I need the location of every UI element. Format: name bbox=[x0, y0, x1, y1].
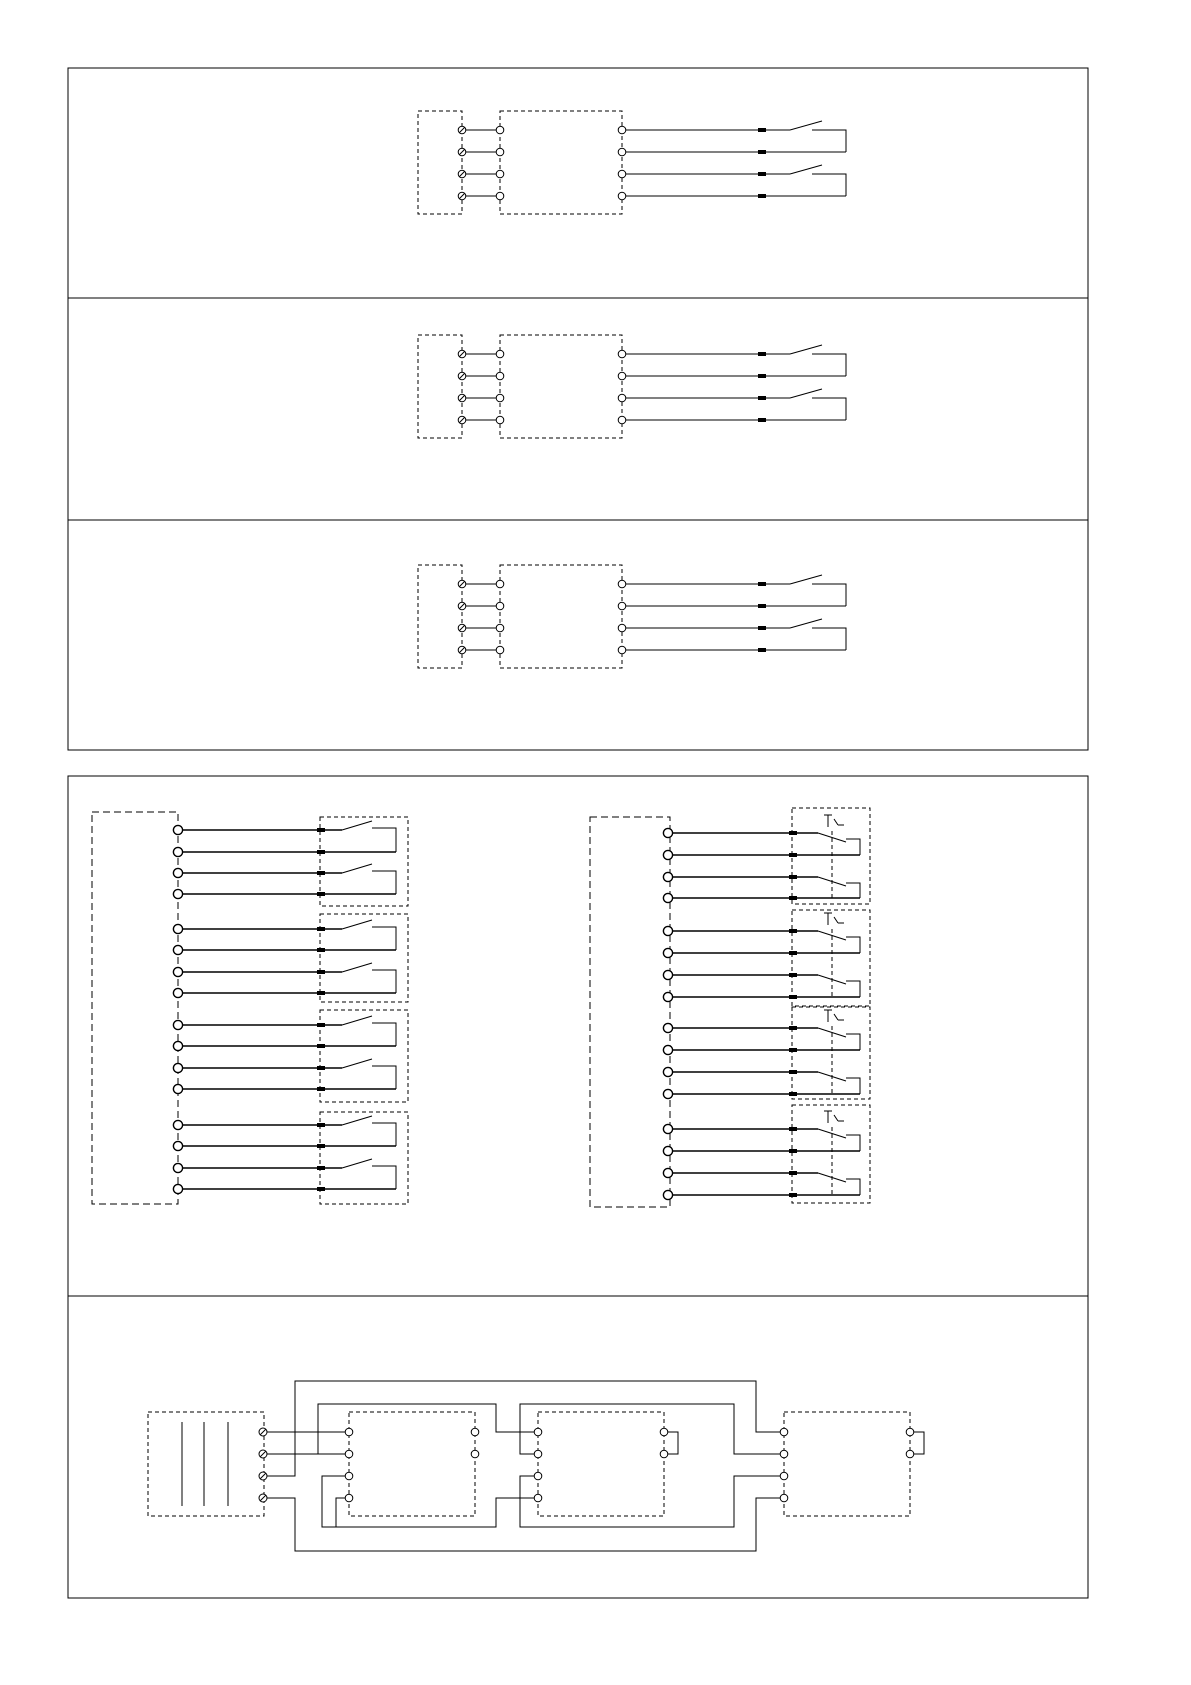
contact-switch bbox=[818, 833, 860, 855]
right-contact-group bbox=[590, 808, 870, 1207]
terminal bbox=[534, 1494, 542, 1502]
connector-block bbox=[789, 896, 797, 900]
terminal bbox=[663, 893, 672, 902]
connector-block bbox=[317, 927, 325, 931]
connector-block bbox=[317, 970, 325, 974]
contact-group-enclosure bbox=[792, 910, 870, 1006]
terminal bbox=[173, 889, 182, 898]
connector-block bbox=[789, 1026, 797, 1030]
terminal bbox=[496, 646, 504, 654]
contact-switch bbox=[342, 864, 396, 894]
connector-block bbox=[317, 1144, 325, 1148]
connector-block bbox=[789, 1193, 797, 1197]
terminal bbox=[618, 170, 626, 178]
contact-switch bbox=[790, 165, 846, 196]
terminal bbox=[496, 350, 504, 358]
terminal bbox=[173, 1041, 182, 1050]
terminal bbox=[173, 1120, 182, 1129]
switch-return bbox=[372, 1066, 396, 1089]
switch-blade bbox=[790, 121, 822, 130]
contact-switch bbox=[818, 1129, 860, 1151]
contact-switch bbox=[342, 1116, 396, 1146]
power-supply-enclosure bbox=[148, 1412, 264, 1516]
screw-terminal bbox=[458, 580, 466, 588]
terminal bbox=[618, 126, 626, 134]
terminal bbox=[663, 926, 672, 935]
upper-frame bbox=[68, 68, 1088, 750]
connector-block bbox=[789, 1149, 797, 1153]
wiring-panel-1 bbox=[418, 111, 846, 214]
switch-return bbox=[372, 927, 396, 950]
terminal bbox=[660, 1428, 668, 1436]
terminal bbox=[471, 1428, 479, 1436]
terminal bbox=[663, 1124, 672, 1133]
module-board bbox=[500, 335, 622, 438]
terminal bbox=[663, 1190, 672, 1199]
terminal bbox=[663, 1168, 672, 1177]
switch-return bbox=[846, 839, 860, 855]
screw-terminal bbox=[458, 350, 466, 358]
contact-switch bbox=[790, 575, 846, 606]
connector-block bbox=[789, 995, 797, 999]
terminal bbox=[173, 1141, 182, 1150]
terminal bbox=[496, 126, 504, 134]
switch-blade bbox=[342, 920, 372, 929]
screw-terminal bbox=[259, 1428, 267, 1436]
terminal bbox=[618, 394, 626, 402]
chained-module-2 bbox=[534, 1412, 678, 1516]
loop-link bbox=[914, 1432, 924, 1454]
connector-block bbox=[317, 871, 325, 875]
connector-block bbox=[758, 352, 766, 356]
connector-block bbox=[317, 1044, 325, 1048]
terminal bbox=[173, 1063, 182, 1072]
screw-terminal bbox=[458, 646, 466, 654]
connector-block bbox=[758, 194, 766, 198]
contact-switch bbox=[818, 877, 860, 898]
switch-return bbox=[812, 174, 846, 196]
connector-block bbox=[758, 396, 766, 400]
chain-wiring bbox=[267, 1381, 780, 1551]
switch-blade bbox=[790, 575, 822, 584]
switch-blade bbox=[342, 864, 372, 873]
wire bbox=[322, 1476, 534, 1527]
contact-switch bbox=[818, 975, 860, 997]
left-contact-group bbox=[92, 812, 408, 1204]
terminal bbox=[663, 992, 672, 1001]
switch-blade bbox=[342, 1116, 372, 1125]
contact-switch bbox=[342, 963, 396, 993]
switch-blade bbox=[790, 165, 822, 174]
terminal bbox=[345, 1428, 353, 1436]
connector-block bbox=[789, 1092, 797, 1096]
connector-block bbox=[758, 374, 766, 378]
contact-group-enclosure bbox=[320, 1112, 408, 1204]
terminal bbox=[663, 970, 672, 979]
screw-terminal bbox=[458, 394, 466, 402]
contact-switch bbox=[342, 920, 396, 950]
chained-module-3 bbox=[780, 1412, 924, 1516]
contact-group-enclosure bbox=[792, 808, 870, 904]
power-terminal-block bbox=[418, 111, 462, 214]
screw-terminal bbox=[458, 372, 466, 380]
terminal bbox=[345, 1472, 353, 1480]
tamper-switch-icon bbox=[824, 1010, 844, 1096]
module-enclosure bbox=[349, 1412, 475, 1516]
terminal bbox=[780, 1472, 788, 1480]
terminal bbox=[173, 1184, 182, 1193]
terminal bbox=[663, 872, 672, 881]
terminal bbox=[618, 192, 626, 200]
connector-block bbox=[317, 828, 325, 832]
terminal bbox=[496, 416, 504, 424]
terminal bbox=[173, 1163, 182, 1172]
terminal bbox=[173, 945, 182, 954]
tamper-switch-icon bbox=[824, 1111, 844, 1197]
connector-block bbox=[758, 128, 766, 132]
connector-block bbox=[317, 948, 325, 952]
module-board bbox=[500, 111, 622, 214]
switch-blade bbox=[790, 389, 822, 398]
switch-return bbox=[846, 1179, 860, 1195]
chained-module-1 bbox=[345, 1412, 479, 1516]
switch-return bbox=[372, 871, 396, 894]
switch-return bbox=[372, 970, 396, 993]
switch-return bbox=[812, 354, 846, 376]
connector-block bbox=[789, 831, 797, 835]
contact-switch bbox=[818, 931, 860, 953]
switch-blade bbox=[342, 821, 372, 830]
switch-return bbox=[846, 1078, 860, 1094]
connector-block bbox=[789, 1070, 797, 1074]
terminal bbox=[618, 602, 626, 610]
connector-block bbox=[789, 929, 797, 933]
connector-block bbox=[758, 626, 766, 630]
contact-switch bbox=[790, 345, 846, 376]
contact-switch bbox=[342, 1016, 396, 1046]
power-terminal-block bbox=[418, 335, 462, 438]
connector-block bbox=[758, 648, 766, 652]
screw-terminal bbox=[458, 170, 466, 178]
terminal bbox=[906, 1428, 914, 1436]
switch-blade bbox=[342, 1059, 372, 1068]
power-supply-block bbox=[148, 1412, 267, 1516]
terminal bbox=[618, 148, 626, 156]
loop-link bbox=[668, 1432, 678, 1454]
switch-return bbox=[812, 398, 846, 420]
terminal bbox=[618, 646, 626, 654]
switch-blade bbox=[342, 1159, 372, 1168]
contact-switch bbox=[790, 619, 846, 650]
contact-switch bbox=[818, 1173, 860, 1195]
terminal bbox=[780, 1450, 788, 1458]
terminal bbox=[663, 1146, 672, 1155]
switch-return bbox=[846, 937, 860, 953]
screw-terminal bbox=[259, 1494, 267, 1502]
screw-terminal bbox=[458, 192, 466, 200]
connector-block bbox=[758, 604, 766, 608]
control-panel-enclosure bbox=[590, 817, 670, 1207]
wiring-panel-5 bbox=[148, 1381, 924, 1551]
terminal bbox=[496, 170, 504, 178]
screw-terminal bbox=[259, 1450, 267, 1458]
screw-terminal bbox=[458, 416, 466, 424]
terminal bbox=[663, 828, 672, 837]
terminal bbox=[345, 1450, 353, 1458]
terminal bbox=[663, 1045, 672, 1054]
contact-switch bbox=[342, 1159, 396, 1189]
terminal bbox=[496, 580, 504, 588]
connector-block bbox=[789, 853, 797, 857]
contact-switch bbox=[790, 121, 846, 152]
wire bbox=[267, 1381, 780, 1476]
terminal bbox=[780, 1494, 788, 1502]
contact-group-enclosure bbox=[792, 1105, 870, 1203]
wiring-panel-3 bbox=[418, 565, 846, 668]
tamper-arm bbox=[834, 1014, 838, 1020]
wire bbox=[267, 1498, 780, 1551]
terminal bbox=[663, 1089, 672, 1098]
switch-blade bbox=[342, 1016, 372, 1025]
terminal bbox=[173, 967, 182, 976]
lower-frame bbox=[68, 776, 1088, 1598]
terminal bbox=[173, 1020, 182, 1029]
connector-block bbox=[789, 1171, 797, 1175]
terminal bbox=[663, 850, 672, 859]
switch-return bbox=[846, 1135, 860, 1151]
switch-return bbox=[846, 1034, 860, 1050]
terminal bbox=[618, 416, 626, 424]
connector-block bbox=[789, 1127, 797, 1131]
contact-switch bbox=[818, 1028, 860, 1050]
terminal bbox=[534, 1472, 542, 1480]
wire bbox=[520, 1476, 780, 1527]
switch-return bbox=[372, 1166, 396, 1189]
switch-blade bbox=[790, 619, 822, 628]
switch-return bbox=[372, 1123, 396, 1146]
terminal bbox=[663, 1023, 672, 1032]
terminal bbox=[534, 1428, 542, 1436]
terminal bbox=[660, 1450, 668, 1458]
terminal bbox=[496, 624, 504, 632]
tamper-arm bbox=[834, 819, 838, 825]
connector-block bbox=[789, 951, 797, 955]
terminal bbox=[496, 192, 504, 200]
wire bbox=[336, 1498, 345, 1527]
connector-block bbox=[758, 418, 766, 422]
contact-switch bbox=[342, 821, 396, 852]
terminal bbox=[496, 394, 504, 402]
contact-switch bbox=[342, 1059, 396, 1089]
terminal bbox=[173, 988, 182, 997]
terminal bbox=[534, 1450, 542, 1458]
contact-switch bbox=[790, 389, 846, 420]
screw-terminal bbox=[458, 602, 466, 610]
connector-block bbox=[317, 1187, 325, 1191]
switch-return bbox=[812, 584, 846, 606]
connector-block bbox=[789, 973, 797, 977]
connector-block bbox=[317, 1066, 325, 1070]
screw-terminal bbox=[259, 1472, 267, 1480]
terminal bbox=[173, 924, 182, 933]
terminal bbox=[173, 1084, 182, 1093]
module-board bbox=[500, 565, 622, 668]
wiring-panel-4 bbox=[92, 808, 870, 1207]
tamper-switch-icon bbox=[824, 913, 844, 999]
module-enclosure bbox=[784, 1412, 910, 1516]
connector-block bbox=[758, 172, 766, 176]
terminal bbox=[496, 148, 504, 156]
switch-return bbox=[846, 883, 860, 898]
connector-block bbox=[317, 991, 325, 995]
switch-blade bbox=[790, 345, 822, 354]
terminal bbox=[173, 847, 182, 856]
switch-return bbox=[372, 828, 396, 852]
terminal bbox=[618, 580, 626, 588]
connector-block bbox=[317, 892, 325, 896]
terminal bbox=[618, 372, 626, 380]
switch-return bbox=[812, 130, 846, 152]
switch-blade bbox=[342, 963, 372, 972]
terminal bbox=[906, 1450, 914, 1458]
connector-block bbox=[758, 150, 766, 154]
connector-block bbox=[317, 1023, 325, 1027]
screw-terminal bbox=[458, 624, 466, 632]
terminal bbox=[496, 372, 504, 380]
switch-return bbox=[372, 1023, 396, 1046]
switch-return bbox=[812, 628, 846, 650]
terminal bbox=[173, 825, 182, 834]
tamper-arm bbox=[834, 1115, 838, 1121]
connector-block bbox=[317, 1166, 325, 1170]
terminal bbox=[496, 602, 504, 610]
contact-switch bbox=[818, 1072, 860, 1094]
connector-block bbox=[317, 1087, 325, 1091]
power-terminal-block bbox=[418, 565, 462, 668]
contact-group-enclosure bbox=[792, 1007, 870, 1099]
terminal bbox=[173, 868, 182, 877]
tamper-arm bbox=[834, 917, 838, 923]
terminal bbox=[663, 948, 672, 957]
terminal bbox=[618, 624, 626, 632]
connector-block bbox=[317, 1123, 325, 1127]
switch-return bbox=[846, 981, 860, 997]
terminal bbox=[471, 1450, 479, 1458]
terminal bbox=[618, 350, 626, 358]
connector-block bbox=[789, 875, 797, 879]
connector-block bbox=[758, 582, 766, 586]
connector-block bbox=[317, 850, 325, 854]
control-panel-enclosure bbox=[92, 812, 178, 1204]
screw-terminal bbox=[458, 148, 466, 156]
terminal bbox=[780, 1428, 788, 1436]
module-enclosure bbox=[538, 1412, 664, 1516]
screw-terminal bbox=[458, 126, 466, 134]
tamper-switch-icon bbox=[824, 815, 844, 900]
terminal bbox=[663, 1067, 672, 1076]
terminal bbox=[345, 1494, 353, 1502]
connector-block bbox=[789, 1048, 797, 1052]
wiring-panel-2 bbox=[418, 335, 846, 438]
